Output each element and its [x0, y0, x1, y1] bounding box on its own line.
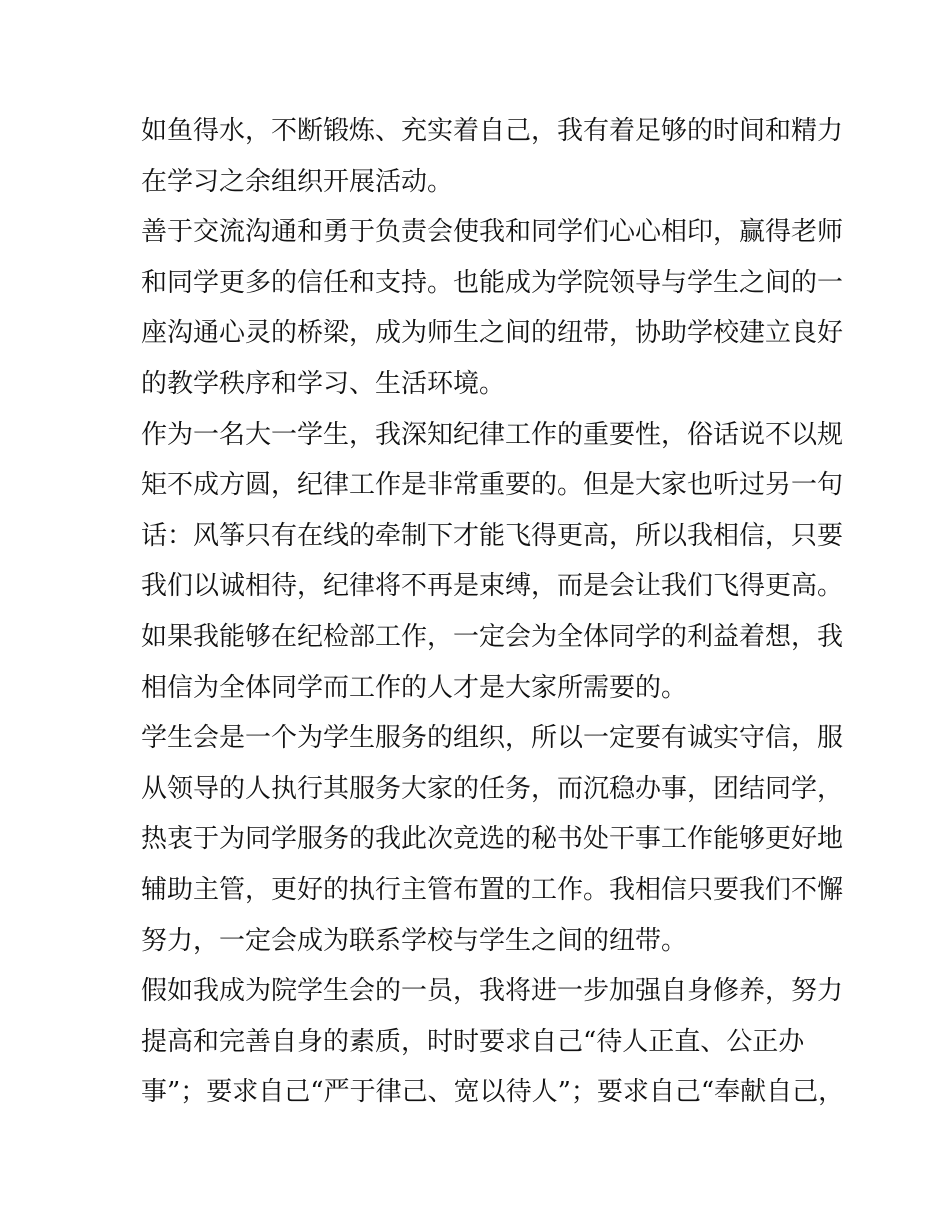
text-line: 善于交流沟通和勇于负责会使我和同学们心心相印，赢得老师 — [141, 217, 844, 248]
text-line: 如果我能够在纪检部工作，一定会为全体同学的利益着想，我 — [141, 621, 844, 652]
text-line: 在学习之余组织开展活动。 — [141, 166, 454, 197]
text-line: 事”；要求自己“严于律己、宽以待人”；要求自己“奉献自己， — [141, 1077, 845, 1108]
text-line: 相信为全体同学而工作的人才是大家所需要的。 — [141, 672, 688, 703]
text-line: 座沟通心灵的桥梁，成为师生之间的纽带，协助学校建立良好 — [141, 318, 844, 349]
text-line: 的教学秩序和学习、生活环境。 — [141, 368, 506, 399]
text-line: 学生会是一个为学生服务的组织，所以一定要有诚实守信，服 — [141, 723, 844, 754]
text-line: 作为一名大一学生，我深知纪律工作的重要性，俗话说不以规 — [141, 419, 844, 450]
text-line: 辅助主管，更好的执行主管布置的工作。我相信只要我们不懈 — [141, 874, 844, 905]
text-line: 努力，一定会成为联系学校与学生之间的纽带。 — [141, 925, 688, 956]
text-line: 假如我成为院学生会的一员，我将进一步加强自身修养，努力 — [141, 976, 844, 1007]
text-line: 和同学更多的信任和支持。也能成为学院领导与学生之间的一 — [141, 267, 844, 298]
text-line: 矩不成方圆，纪律工作是非常重要的。但是大家也听过另一句 — [141, 470, 844, 501]
text-line: 我们以诚相待，纪律将不再是束缚，而是会让我们飞得更高。 — [141, 571, 844, 602]
text-line: 热衷于为同学服务的我此次竞选的秘书处干事工作能够更好地 — [141, 824, 844, 855]
text-line: 如鱼得水，不断锻炼、充实着自己，我有着足够的时间和精力 — [141, 116, 844, 146]
text-line: 从领导的人执行其服务大家的任务，而沉稳办事，团结同学， — [141, 773, 844, 804]
text-line: 话：风筝只有在线的牵制下才能飞得更高，所以我相信，只要 — [141, 520, 844, 551]
text-line: 提高和完善自身的素质，时时要求自己“待人正直、公正办 — [141, 1026, 805, 1057]
body-text — [141, 106, 845, 1118]
